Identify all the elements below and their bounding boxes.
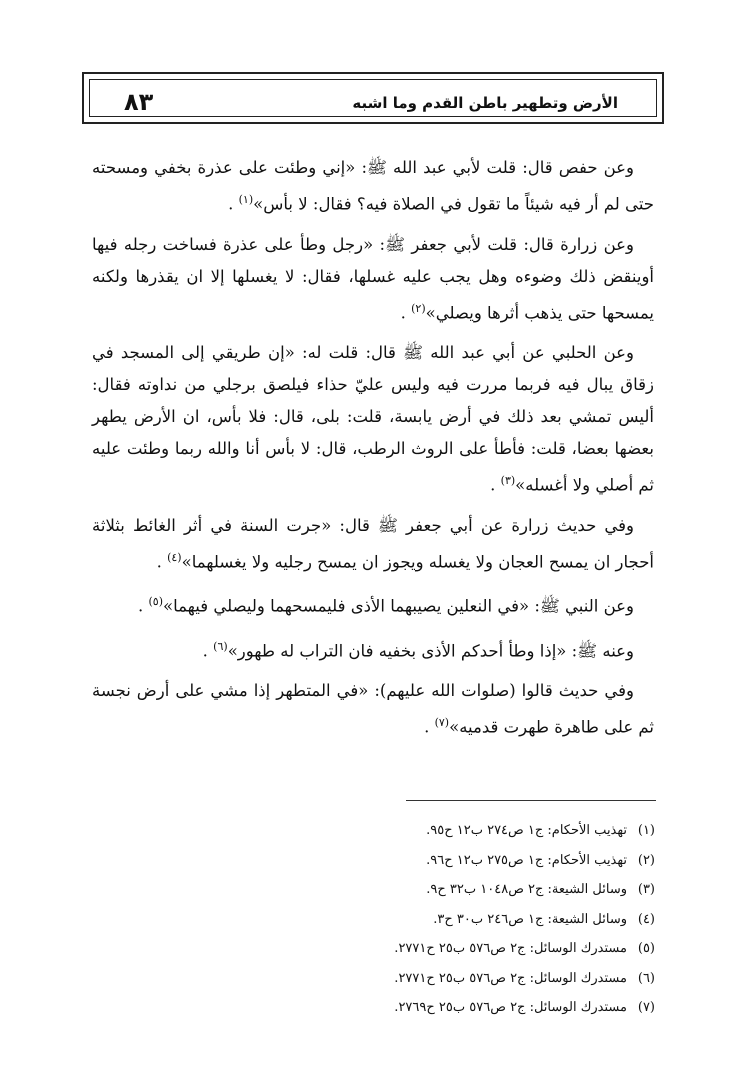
footnote-item: (٧)مستدرك الوسائل: ج٢ ص٥٧٦ ب٢٥ ح٢٧٦٩. [394, 1000, 655, 1015]
paragraph-3: وعن الحلبي عن أبي عبد الله ﷺ قال: قلت له: «إن طريقي إلى المسجد في زقاق يبال فيه فربما مررت فيه وليس عليّ حذاء فيلصق برجلي من نداوته فقال: أليس تمشي بعد ذلك في أرض يابسة، قلت: بلى، قال: فلا بأس، ان الأرض يطهر بعضها بعضا، قلت: فأطأ على الروث الرطب، قال: لا بأس أنا والله ربما وطئت عليه ثم أصلي ولا أغسله»$^{(٣)}$ . [92, 343, 654, 495]
footnote-ref[interactable]: (٤) [167, 550, 182, 564]
footnotes [295, 816, 655, 1023]
footnote-item: (١)تهذيب الأحكام: ج١ ص٢٧٤ ب١٢ ح٩٥. [426, 823, 655, 838]
footnote-ref[interactable]: (٦) [213, 639, 228, 653]
page-number: ٨٣ [124, 88, 154, 116]
paragraph-6: وعنه ﷺ: «إذا وطأ أحدكم الأذى بخفيه فان التراب له طهور»$^{(٦)}$ . [202, 639, 634, 660]
paragraph-2: وعن زرارة قال: قلت لأبي جعفر ﷺ: «رجل وطأ على عذرة فساخت رجله فيها أوينقض ذلك وضوءه وهل يجب عليه غسلها، فقال: لا يغسلها إلا ان يقذرها ولكنه يمسحها حتى يذهب أثرها ويصلي»$^{(٢)}$ . [92, 234, 654, 322]
footnote-divider [406, 800, 656, 801]
footnote-ref[interactable]: (٧) [434, 716, 450, 729]
main-text [92, 152, 654, 752]
footnote-ref[interactable]: (١) [238, 193, 254, 206]
footnote-item: (٢)تهذيب الأحكام: ج١ ص٢٧٥ ب١٢ ح٩٦. [426, 852, 655, 868]
footnote-ref[interactable]: (٥) [148, 595, 163, 608]
running-header [82, 72, 664, 124]
paragraph-1: وعن حفص قال: قلت لأبي عبد الله ﷺ: «إني وطئت على عذرة بخفي ومسحته حتى لم أر فيه شيئاً ما تقول في الصلاة فيه؟ فقال: لا بأس»$^{(١)}$ . [92, 158, 654, 214]
header-title: الأرض وتطهير باطن القدم وما اشبه [352, 94, 618, 112]
footnote-ref[interactable]: (٢) [411, 301, 426, 315]
footnote-item: (٤)وسائل الشيعة: ج١ ص٢٤٦ ب٣٠ ح٣. [433, 911, 655, 927]
footnote-ref[interactable]: (٣) [500, 474, 516, 487]
footnote-item: (٥)مستدرك الوسائل: ج٢ ص٥٧٦ ب٢٥ ح٢٧٧١. [394, 941, 655, 956]
paragraph-7: وفي حديث قالوا (صلوات الله عليهم): «في المتطهر إذا مشي على أرض نجسة ثم على طاهرة طهرت قدميه»$^{(٧)}$ . [92, 681, 654, 737]
header-inner-border [89, 79, 657, 117]
footnote-item: (٦)مستدرك الوسائل: ج٢ ص٥٧٦ ب٢٥ ح٢٧٧١. [394, 970, 655, 986]
paragraph-5: وعن النبي ﷺ: «في النعلين يصيبهما الأذى فليمسحهما وليصلي فيهما»$^{(٥)}$ . [137, 595, 634, 616]
paragraph-4: وفي حديث زرارة عن أبي جعفر ﷺ قال: «جرت السنة في أثر الغائط بثلاثة أحجار ان يمسح العجان ولا يغسله ويجوز ان يمسح رجليه ولا يغسلهما»$^{(٤)}$ . [92, 515, 654, 571]
footnote-item: (٣)وسائل الشيعة: ج٢ ص١٠٤٨ ب٣٢ ح٩. [426, 882, 655, 897]
